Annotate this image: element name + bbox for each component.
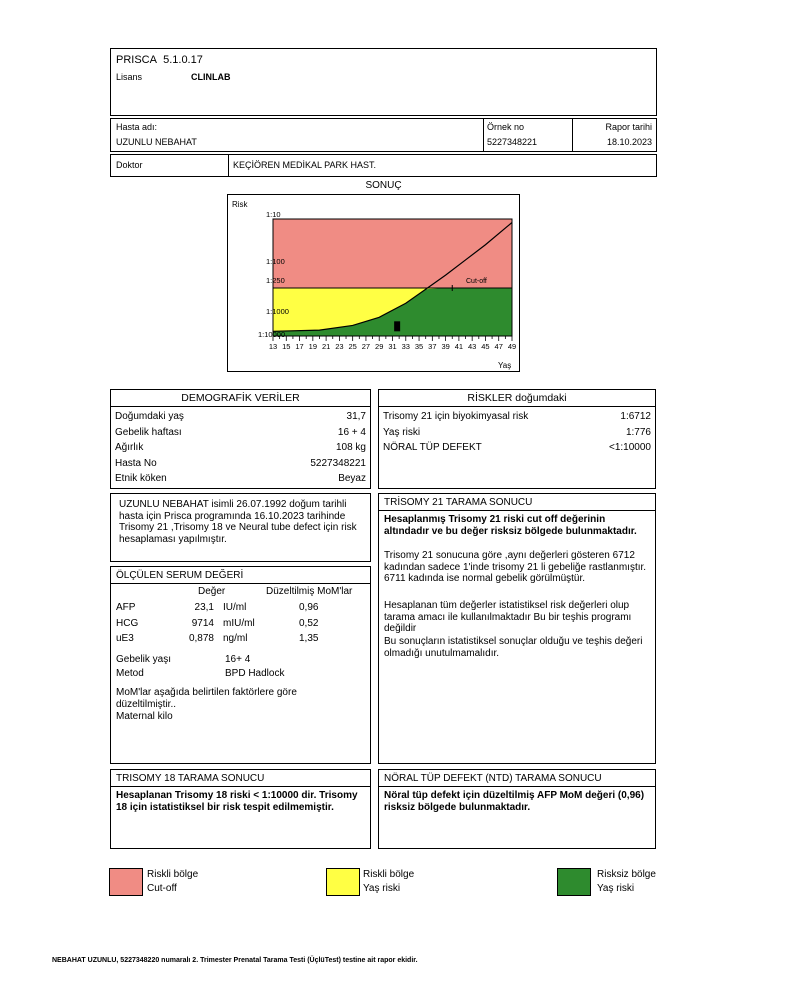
ntd-panel (378, 769, 656, 849)
legend-red-line1: Riskli bölge (147, 869, 199, 880)
demographic-label: Hasta No (115, 457, 157, 469)
t21-title: TRİSOMY 21 TARAMA SONUCU (384, 497, 533, 508)
footer-note: NEBAHAT UZUNLU, 5227348220 numaralı 2. Trimester Prenatal Tarama Testi (ÜçlüTest) testine ait rapor ekidir. (52, 957, 418, 964)
demographic-row (115, 425, 366, 440)
legend-green-line2: Yaş riski (597, 883, 635, 894)
sample-divider (483, 119, 484, 151)
demographic-value: 31,7 (346, 411, 366, 422)
summary-panel (110, 493, 371, 562)
risk-value: 1:776 (625, 426, 651, 438)
serum-panel (110, 566, 371, 764)
serum-unit: ng/ml (223, 633, 248, 644)
x-tick-label: 23 (335, 342, 344, 351)
license-label: Lisans (116, 72, 143, 82)
y-tick-label: 1:100 (266, 257, 285, 266)
serum-analyte: uE3 (116, 633, 134, 644)
serum-mom: 0,96 (299, 602, 319, 613)
t18-title: TRISOMY 18 TARAMA SONUCU (116, 773, 265, 784)
t18-panel (110, 769, 371, 849)
license-value: CLINLAB (191, 72, 231, 82)
t21-panel (378, 493, 656, 764)
risk-row (383, 425, 651, 440)
legend-swatch-green (557, 868, 591, 896)
result-title: SONUÇ (365, 180, 402, 191)
risks-title: RİSKLER doğumdaki (379, 390, 655, 407)
x-tick-label: 29 (375, 342, 384, 351)
y-tick-label: 1:250 (266, 276, 285, 285)
doctor-value: KEÇİÖREN MEDİKAL PARK HAST. (233, 160, 377, 170)
doctor-label: Doktor (116, 160, 143, 170)
x-tick-label: 21 (321, 342, 331, 351)
serum-unit: IU/ml (223, 602, 247, 613)
serum-value: 23,1 (194, 602, 214, 613)
report-date-label: Rapor tarihi (605, 122, 652, 132)
demographic-value: Beyaz (338, 473, 366, 484)
chart-ylabel: Risk (232, 200, 248, 209)
ntd-text: Nöral tüp defekt için düzeltilmiş AFP MoM değeri (0,96) risksiz bölgede bulunmaktadır. (384, 790, 645, 813)
y-tick-label: 1:1000 (266, 307, 289, 316)
serum-title: ÖLÇÜLEN SERUM DEĞERİ (116, 570, 244, 581)
cutoff-label: Cut-off (466, 278, 487, 285)
method-label: Metod (116, 668, 144, 679)
legend-yellow-line1: Riskli bölge (363, 869, 415, 880)
serum-divider (111, 583, 370, 584)
legend-red-line2: Cut-off (147, 883, 177, 894)
report-header (110, 48, 657, 116)
ntd-title: NÖRAL TÜP DEFEKT (NTD) TARAMA SONUCU (384, 773, 602, 784)
report-date-value: 18.10.2023 (606, 137, 652, 147)
risk-label: Yaş riski (383, 426, 421, 438)
app-name: PRISCA 5.1.0.17 (116, 54, 203, 66)
x-tick-label: 13 (268, 342, 278, 351)
summary-text: UZUNLU NEBAHAT isimli 26.07.1992 doğum tarihli hasta için Prisca programında 16.10.2023 tarihinde Trisomy 21 ,Trisomy 18 ve Neural tube defect için risk hesaplaması yapılmıştır. (119, 499, 357, 545)
x-tick-label: 19 (308, 342, 318, 351)
mom-factor: Maternal kilo (116, 711, 173, 722)
x-tick-label: 15 (282, 342, 291, 351)
risk-chart (227, 194, 520, 372)
t21-bold-text: Hesaplanmış Trisomy 21 riski cut off değerinin altındadır ve bu değer risksiz bölgede bulunmaktadır. (384, 514, 637, 537)
ga-label: Gebelik yaşı (116, 654, 172, 665)
serum-col-mom: Düzeltilmiş MoM'lar (266, 586, 353, 597)
legend-swatch-red (109, 868, 143, 896)
demographic-value: 108 kg (335, 442, 366, 453)
serum-analyte: HCG (116, 617, 139, 629)
patient-info (110, 118, 657, 152)
x-tick-label: 27 (361, 342, 371, 351)
demographic-row (115, 471, 366, 486)
y-tick-label: 1:10 (266, 210, 281, 219)
patient-marker (394, 321, 400, 331)
date-divider (572, 119, 573, 151)
demographic-row (115, 456, 366, 471)
sample-value: 5227348221 (487, 137, 538, 147)
t21-divider (379, 510, 655, 511)
risk-row (383, 440, 651, 455)
mom-note: MoM'lar aşağıda belirtilen faktörlere göre düzeltilmiştir.. (116, 687, 297, 710)
demographic-label: Etnik köken (115, 473, 167, 484)
t18-divider (111, 786, 370, 787)
x-tick-label: 39 (441, 342, 450, 351)
demographic-panel (110, 389, 371, 489)
x-tick-label: 17 (295, 342, 304, 351)
x-tick-label: 37 (428, 342, 437, 351)
method-value: BPD Hadlock (225, 668, 285, 679)
risk-value: <1:10000 (609, 442, 651, 453)
x-tick-label: 25 (348, 342, 357, 351)
x-tick-label: 49 (507, 342, 517, 351)
x-tick-label: 35 (414, 342, 424, 351)
risk-chart-svg (228, 195, 519, 371)
risks-panel (378, 389, 656, 489)
patient-name-label: Hasta adı: (116, 122, 158, 132)
legend-swatch-yellow (326, 868, 360, 896)
risk-value: 1:6712 (620, 411, 651, 422)
risk-label: NÖRAL TÜP DEFEKT (383, 442, 482, 453)
app-version: 5.1.0.17 (163, 54, 203, 66)
serum-analyte: AFP (116, 602, 136, 613)
x-tick-label: 43 (467, 342, 477, 351)
demographic-title: DEMOGRAFİK VERİLER (111, 390, 370, 407)
serum-mom: 1,35 (299, 633, 319, 644)
chart-xlabel: Yaş (498, 361, 512, 370)
patient-name-value: UZUNLU NEBAHAT (116, 137, 197, 147)
ntd-divider (379, 786, 655, 787)
y-tick-label: 1:10000 (258, 330, 286, 339)
x-tick-label: 41 (454, 342, 464, 351)
serum-value: 9714 (191, 617, 214, 629)
demographic-row (115, 409, 366, 424)
demographic-row (115, 440, 366, 455)
sample-label: Örnek no (487, 122, 525, 132)
x-tick-label: 31 (388, 342, 397, 351)
serum-value: 0,878 (188, 633, 214, 644)
doctor-divider (228, 155, 229, 176)
risk-label: Trisomy 21 için biyokimyasal risk (383, 411, 529, 422)
x-tick-label: 33 (401, 342, 410, 351)
t21-text2: Hesaplanan tüm değerler istatistiksel risk değerleri olup tarama amacı ile kullanılmaktadır Bu bir teşhis programı değildir (384, 600, 632, 634)
t21-text1: Trisomy 21 sonucuna göre ,aynı değerleri gösteren 6712 kadından sadece 1'inde trisomy 21 li gebeliğe rastlanmıştır. 6711 kadında ise normal gebelik görülmüştür. (384, 550, 647, 584)
serum-col-value: Değer (198, 586, 226, 597)
t21-text3: Bu sonuçların istatistiksel sonuçlar olduğu ve teşhis değeri olmadığı unutulmamalıdır. (384, 636, 643, 659)
demographic-value: 5227348221 (310, 457, 366, 469)
legend-green-line1: Risksiz bölge (597, 869, 656, 880)
t18-text: Hesaplanan Trisomy 18 riski < 1:10000 dir. Trisomy 18 için istatistiksel bir risk tespit edilmemiştir. (116, 790, 358, 813)
demographic-label: Ağırlık (115, 442, 144, 453)
ga-value: 16+ 4 (225, 654, 251, 665)
demographic-value: 16 + 4 (337, 426, 366, 438)
demographic-label: Gebelik haftası (115, 426, 182, 438)
serum-unit: mIU/ml (223, 617, 255, 629)
demographic-label: Doğumdaki yaş (115, 411, 184, 422)
doctor-info (110, 154, 657, 177)
serum-mom: 0,52 (299, 617, 319, 629)
risk-row (383, 409, 651, 424)
x-tick-label: 45 (481, 342, 490, 351)
legend-yellow-line2: Yaş riski (363, 883, 401, 894)
x-tick-label: 47 (494, 342, 503, 351)
